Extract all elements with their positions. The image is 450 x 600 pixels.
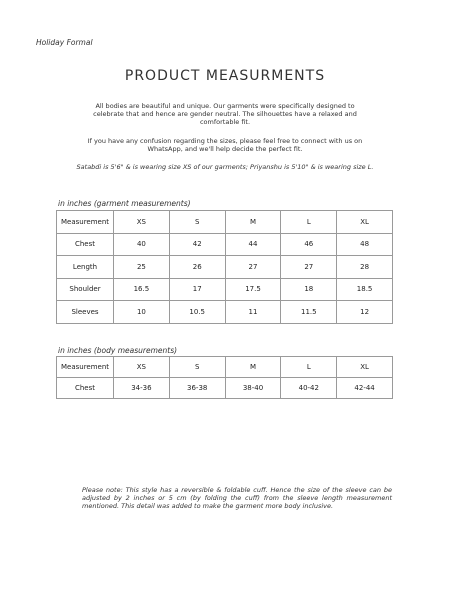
row-label: Sleeves xyxy=(57,301,114,324)
table-row xyxy=(57,301,393,324)
table-cell: 11 xyxy=(225,301,281,324)
body-measurements-table xyxy=(56,356,393,399)
garment-measurements-table xyxy=(56,210,393,324)
header-cell: XS xyxy=(114,357,170,378)
header-cell: L xyxy=(281,357,337,378)
row-label: Chest xyxy=(57,233,114,256)
table-header-row xyxy=(57,357,393,378)
table-cell: 28 xyxy=(337,256,393,279)
header-cell: S xyxy=(169,211,225,234)
brand-label: Holiday Formal xyxy=(36,38,93,47)
table-cell: 25 xyxy=(114,256,170,279)
table-header-row xyxy=(57,211,393,234)
intro-paragraph: All bodies are beautiful and unique. Our garments were specifically designed to celebrate that and hence are gender neutral. The silhouettes have a relaxed and comfortable fit. xyxy=(93,102,357,126)
table-row xyxy=(57,233,393,256)
header-cell: XL xyxy=(337,211,393,234)
table-cell: 40 xyxy=(114,233,170,256)
table-cell: 44 xyxy=(225,233,281,256)
table-cell: 18 xyxy=(281,278,337,301)
garment-table-caption: in inches (garment measurements) xyxy=(58,199,191,208)
table-cell: 46 xyxy=(281,233,337,256)
row-label: Shoulder xyxy=(57,278,114,301)
table-cell: 11.5 xyxy=(281,301,337,324)
sleeve-note: Please note: This style has a reversible & foldable cuff. Hence the size of the sleeve can be adjusted by 2 inches or 5 cm (by folding the cuff) from the sleeve length measurement mentioned. This detail was added to make the garment more body inclusive. xyxy=(82,486,392,510)
header-cell: S xyxy=(169,357,225,378)
table-cell: 36-38 xyxy=(169,378,225,399)
table-cell: 17 xyxy=(169,278,225,301)
table-cell: 16.5 xyxy=(114,278,170,301)
table-cell: 42 xyxy=(169,233,225,256)
header-cell: XL xyxy=(337,357,393,378)
table-row xyxy=(57,256,393,279)
table-row xyxy=(57,278,393,301)
table-cell: 18.5 xyxy=(337,278,393,301)
table-cell: 10 xyxy=(114,301,170,324)
page-title: PRODUCT MEASURMENTS xyxy=(124,68,326,84)
table-cell: 12 xyxy=(337,301,393,324)
table-cell: 48 xyxy=(337,233,393,256)
header-cell: Measurement xyxy=(57,357,114,378)
table-row xyxy=(57,378,393,399)
body-table-caption: in inches (body measurements) xyxy=(58,346,178,355)
header-cell: M xyxy=(225,211,281,234)
table-cell: 42-44 xyxy=(337,378,393,399)
table-cell: 27 xyxy=(281,256,337,279)
contact-paragraph: If you have any confusion regarding the sizes, please feel free to connect with us on WhatsApp, and we'll help decide the perfect fit. xyxy=(87,137,363,153)
table-cell: 40-42 xyxy=(281,378,337,399)
table-cell: 34-36 xyxy=(114,378,170,399)
header-cell: L xyxy=(281,211,337,234)
header-cell: M xyxy=(225,357,281,378)
row-label: Chest xyxy=(57,378,114,399)
header-cell: Measurement xyxy=(57,211,114,234)
table-cell: 38-40 xyxy=(225,378,281,399)
table-cell: 27 xyxy=(225,256,281,279)
header-cell: XS xyxy=(114,211,170,234)
row-label: Length xyxy=(57,256,114,279)
table-cell: 17.5 xyxy=(225,278,281,301)
model-info: Satabdi is 5'6" & is wearing size XS of our garments; Priyanshu is 5'10" & is wearing size L. xyxy=(76,163,374,171)
table-cell: 10.5 xyxy=(169,301,225,324)
table-cell: 26 xyxy=(169,256,225,279)
